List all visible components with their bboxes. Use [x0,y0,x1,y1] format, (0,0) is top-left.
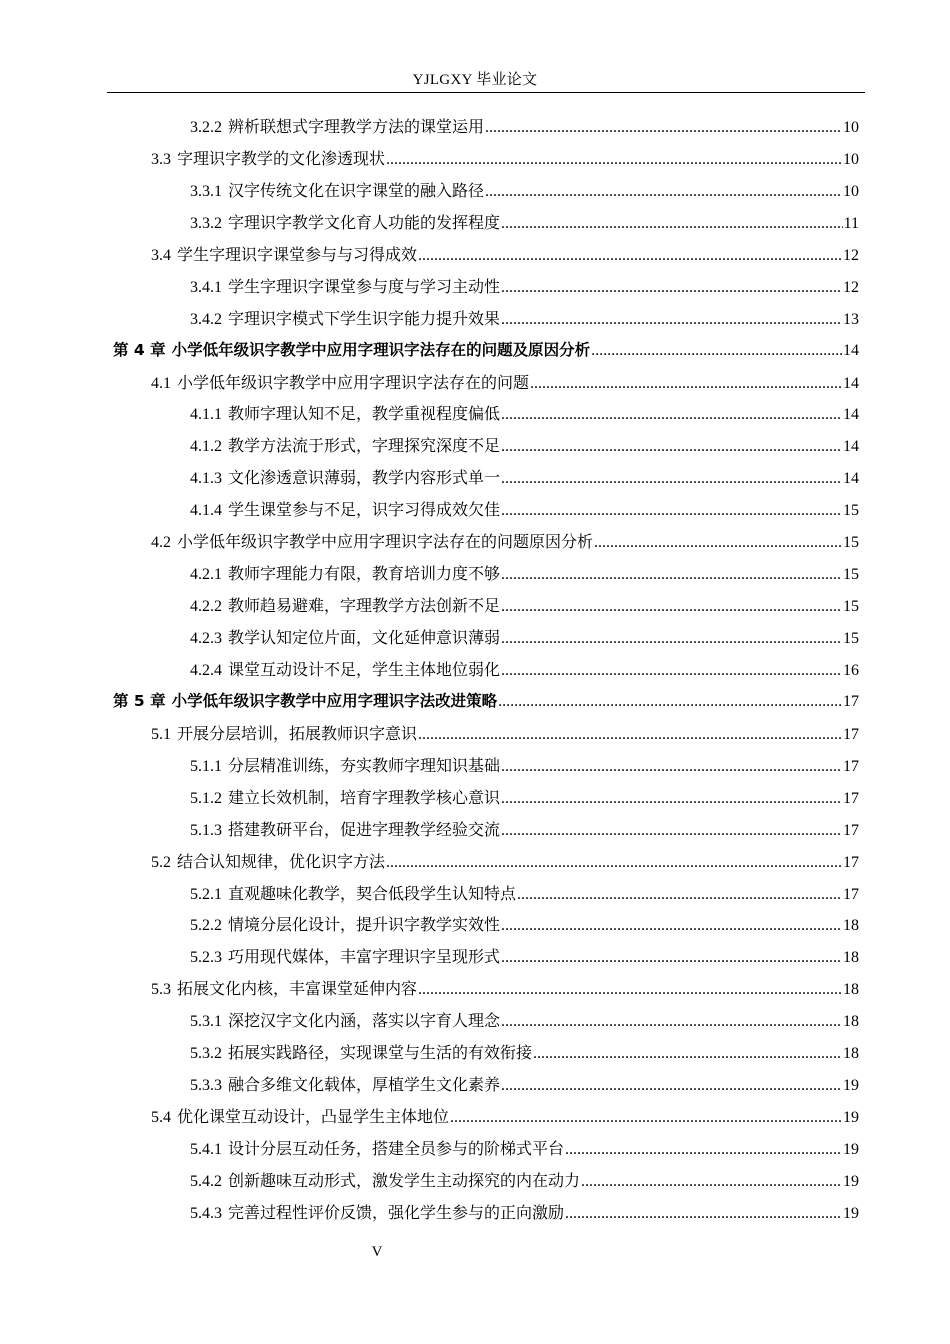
toc-leader-dots [581,1173,842,1191]
toc-entry-page: 17 [843,757,859,775]
toc-entry-title: 深挖汉字文化内涵，落实以字育人理念 [228,1013,501,1031]
toc-entry-title: 搭建教研平台，促进字理教学经验交流 [228,821,501,839]
toc-entry-number: 5.1.1 [190,757,222,775]
toc-entry-number: 3.2.2 [190,119,222,136]
toc-leader-dots [501,279,842,297]
toc-entry-page: 14 [843,341,859,359]
toc-entry[interactable] [107,401,859,433]
toc-entry-number: 4.1 [151,374,171,392]
toc-entry[interactable] [107,721,859,753]
toc-entry-page: 15 [843,630,859,647]
toc-entry[interactable] [107,1104,859,1136]
toc-entry-number: 4.1.1 [190,406,222,424]
toc-entry[interactable] [107,433,859,465]
toc-entry-title: 字理识字教学的文化渗透现状 [177,150,386,168]
toc-entry-title: 直观趣味化教学，契合低段学生认知特点 [228,885,517,903]
toc-entry-title: 融合多维文化载体，厚植学生文化素养 [228,1077,501,1095]
toc-leader-dots [485,119,842,137]
toc-entry-page: 17 [843,789,859,807]
toc-entry-page: 19 [843,1172,859,1190]
toc-entry-title: 创新趣味互动形式，激发学生主动探究的内在动力 [228,1172,581,1190]
toc-entry-number: 5.1.3 [190,821,222,839]
toc-leader-dots [418,981,842,999]
toc-entry-title: 结合认知规律，优化识字方法 [177,853,386,871]
toc-entry-number: 5.4 [151,1109,171,1127]
toc-entry-page: 14 [843,406,859,424]
toc-entry[interactable] [107,753,859,785]
toc-leader-dots [501,790,842,808]
toc-entry-title: 学生字理识字课堂参与度与学习主动性 [228,278,501,296]
toc-leader-dots [565,1205,842,1223]
toc-leader-dots [501,1077,842,1095]
toc-entry-title: 巧用现代媒体，丰富字理识字呈现形式 [228,949,501,967]
toc-leader-dots [530,375,842,393]
toc-entry-page: 17 [843,692,859,710]
toc-entry-title: 开展分层培训，拓展教师识字意识 [177,725,418,743]
toc-entry-title: 优化课堂互动设计，凸显学生主体地位 [177,1109,450,1127]
toc-entry-page: 17 [843,853,859,871]
toc-leader-dots [517,886,842,904]
toc-entry[interactable] [107,1136,859,1168]
toc-entry-number: 5.3 [151,981,171,999]
toc-entry-title: 汉字传统文化在识字课堂的融入路径 [228,182,485,200]
toc-entry-page: 12 [843,246,859,264]
toc-entry-page: 17 [843,885,859,903]
toc-entry[interactable] [107,114,859,146]
toc-leader-dots [501,406,842,424]
toc-entry-page: 10 [843,182,859,200]
toc-entry-number: 3.3.1 [190,182,222,200]
toc-entry-number: 5.3.2 [190,1045,222,1063]
toc-entry-page: 17 [843,821,859,839]
toc-entry-page: 15 [843,534,859,552]
toc-leader-dots [501,215,843,233]
toc-entry[interactable] [107,689,859,721]
toc-entry[interactable] [107,370,859,402]
toc-leader-dots [386,151,842,169]
toc-leader-dots [485,183,842,201]
toc-entry-page: 19 [843,1077,859,1095]
toc-entry-page: 16 [843,661,859,679]
toc-entry-number: 5.4.3 [190,1204,222,1222]
toc-entry-page: 10 [843,150,859,168]
header-rule [107,92,865,93]
toc-leader-dots [501,630,842,648]
toc-entry-number: 5.1.2 [190,789,222,807]
toc-entry-number: 4.1.3 [190,470,222,488]
toc-entry[interactable] [107,274,859,306]
toc-entry[interactable] [107,338,859,370]
toc-entry[interactable] [107,881,859,913]
toc-leader-dots [591,342,842,360]
toc-entry-title: 辨析联想式字理教学方法的课堂运用 [228,119,485,136]
toc-entry[interactable] [107,817,859,849]
toc-entry-number: 4.2 [151,534,171,552]
toc-entry-page: 14 [843,470,859,488]
toc-entry[interactable] [107,785,859,817]
toc-entry-page: 19 [843,1204,859,1222]
toc-entry-title: 字理识字教学文化育人功能的发挥程度 [228,214,501,232]
toc-entry-page: 18 [843,1045,859,1063]
page-header-title: YJLGXY 毕业论文 [412,72,538,88]
toc-entry-page: 11 [843,214,859,232]
toc-entry-number: 3.4 [151,246,171,264]
toc-entry[interactable] [107,178,859,210]
toc-entry-title: 分层精准训练，夯实教师字理知识基础 [228,757,501,775]
toc-entry[interactable] [107,1072,859,1104]
toc-entry[interactable] [107,561,859,593]
toc-entry-number: 4.2.1 [190,566,222,584]
toc-entry[interactable] [107,465,859,497]
toc-leader-dots [501,311,842,329]
toc-entry[interactable] [107,1168,859,1200]
toc-entry[interactable] [107,657,859,689]
toc-entry-page: 19 [843,1141,859,1158]
toc-entry-number: 4.1.2 [190,438,222,456]
toc-entry-page: 13 [843,310,859,328]
toc-leader-dots [501,566,842,584]
toc-entry-title: 教学认知定位片面，文化延伸意识薄弱 [228,630,501,647]
toc-entry-title: 完善过程性评价反馈，强化学生参与的正向激励 [228,1204,565,1222]
toc-entry-page: 12 [843,278,859,296]
toc-entry-number: 5.3.3 [190,1077,222,1095]
toc-leader-dots [565,1141,842,1159]
toc-entry-number: 4.2.4 [190,661,222,679]
toc-entry-page: 17 [843,725,859,743]
toc-entry-number: 3.4.1 [190,278,222,296]
toc-entry-title: 学生字理识字课堂参与与习得成效 [177,246,418,264]
toc-entry-title: 拓展实践路径，实现课堂与生活的有效衔接 [228,1045,533,1063]
toc-entry-number: 5.3.1 [190,1013,222,1031]
toc-entry[interactable] [107,306,859,338]
page-number: V [371,1244,383,1260]
toc-entry[interactable] [107,625,859,657]
toc-entry-number: 4.2.3 [190,630,222,647]
toc-entry[interactable] [107,497,859,529]
toc-entry-number: 5.2.1 [190,885,222,903]
table-of-contents [107,114,859,1232]
toc-entry-title: 小学低年级识字教学中应用字理识字法存在的问题原因分析 [177,534,594,552]
toc-leader-dots [418,726,842,744]
toc-entry-title: 教师字理能力有限，教育培训力度不够 [228,566,501,584]
toc-entry-title: 字理识字模式下学生识字能力提升效果 [228,310,501,328]
toc-entry-page: 18 [843,981,859,999]
toc-entry-page: 14 [843,374,859,392]
toc-entry-title: 小学低年级识字教学中应用字理识字法改进策略 [171,691,498,710]
toc-entry-number: 第 4 章 [113,340,166,359]
toc-leader-dots [501,662,842,680]
toc-entry-number: 第 5 章 [113,691,166,710]
toc-entry-title: 学生课堂参与不足，识字习得成效欠佳 [228,502,501,520]
toc-entry-title: 建立长效机制，培育字理教学核心意识 [228,789,501,807]
toc-entry[interactable] [107,593,859,625]
toc-entry[interactable] [107,1040,859,1072]
toc-entry[interactable] [107,242,859,274]
toc-entry-page: 18 [843,917,859,935]
toc-entry-page: 15 [843,502,859,520]
toc-leader-dots [501,502,842,520]
toc-entry-title: 教师趋易避难，字理教学方法创新不足 [228,598,501,616]
toc-entry[interactable] [107,210,859,242]
toc-leader-dots [501,758,842,776]
toc-entry-page: 15 [843,598,859,616]
toc-entry-number: 3.3 [151,150,171,168]
toc-entry-title: 小学低年级识字教学中应用字理识字法存在的问题 [177,374,530,392]
toc-entry-number: 5.4.1 [190,1141,222,1158]
toc-leader-dots [386,854,842,872]
toc-entry-page: 19 [843,1109,859,1127]
toc-entry-page: 14 [843,438,859,456]
toc-entry[interactable] [107,912,859,944]
toc-entry-number: 4.1.4 [190,502,222,520]
toc-entry-number: 4.2.2 [190,598,222,616]
toc-entry-page: 10 [843,119,859,136]
toc-leader-dots [450,1109,842,1127]
toc-entry[interactable] [107,976,859,1008]
toc-leader-dots [501,1013,842,1031]
toc-entry[interactable] [107,1200,859,1232]
toc-leader-dots [418,247,842,265]
toc-entry-number: 5.2.3 [190,949,222,967]
toc-entry-number: 5.2.2 [190,917,222,935]
toc-leader-dots [501,438,842,456]
toc-leader-dots [501,949,842,967]
toc-entry-number: 3.3.2 [190,214,222,232]
toc-entry[interactable] [107,944,859,976]
toc-leader-dots [533,1045,842,1063]
toc-entry-number: 5.2 [151,853,171,871]
toc-entry-title: 拓展文化内核，丰富课堂延伸内容 [177,981,418,999]
toc-entry-title: 设计分层互动任务，搭建全员参与的阶梯式平台 [228,1141,565,1158]
toc-entry-title: 文化渗透意识薄弱，教学内容形式单一 [228,470,501,488]
toc-leader-dots [501,917,842,935]
toc-entry-title: 教师字理认知不足，教学重视程度偏低 [228,406,501,424]
toc-entry-number: 3.4.2 [190,310,222,328]
toc-entry-title: 情境分层化设计，提升识字教学实效性 [228,917,501,935]
toc-entry[interactable] [107,146,859,178]
toc-entry-title: 教学方法流于形式，字理探究深度不足 [228,438,501,456]
toc-entry-title: 小学低年级识字教学中应用字理识字法存在的问题及原因分析 [171,340,591,359]
toc-entry[interactable] [107,529,859,561]
toc-entry-page: 18 [843,949,859,967]
toc-entry[interactable] [107,849,859,881]
toc-leader-dots [498,693,842,711]
toc-entry[interactable] [107,1008,859,1040]
toc-leader-dots [501,598,842,616]
toc-entry-page: 15 [843,566,859,584]
toc-leader-dots [594,534,842,552]
toc-entry-title: 课堂互动设计不足，学生主体地位弱化 [228,661,501,679]
toc-leader-dots [501,470,842,488]
toc-entry-page: 18 [843,1013,859,1031]
toc-leader-dots [501,822,842,840]
toc-entry-number: 5.4.2 [190,1172,222,1190]
toc-entry-number: 5.1 [151,725,171,743]
